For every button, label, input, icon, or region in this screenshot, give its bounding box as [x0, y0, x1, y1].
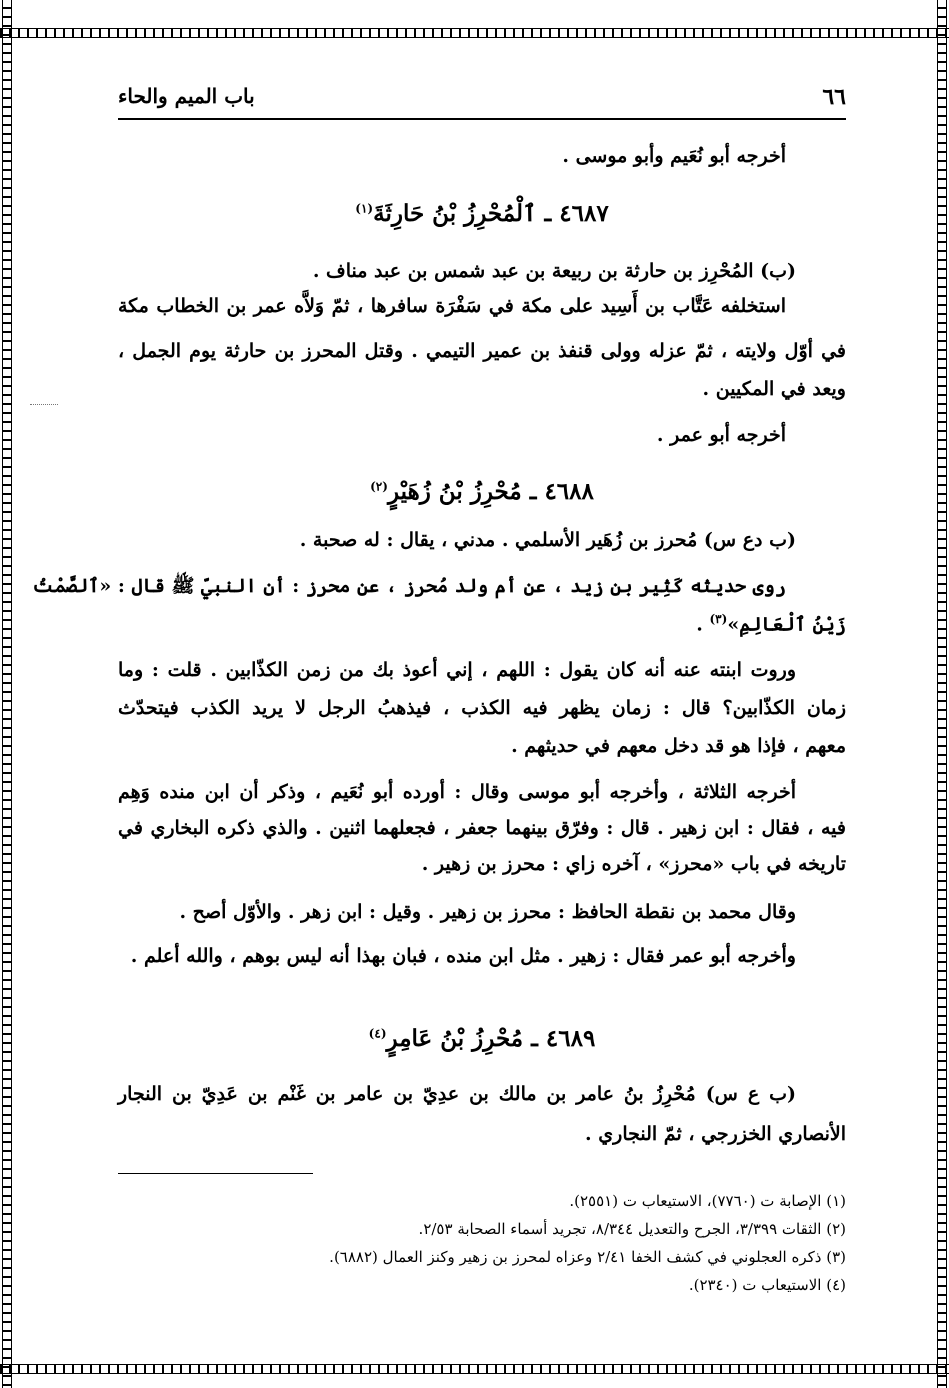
top-border	[0, 26, 949, 40]
text-line: استخلفه عَتَّاب بن أَسِيد على مكة في سَفْرَة سافرها ، ثمّ وَلاَّه عمر بن الخطاب مكة	[118, 295, 786, 317]
text-line: ويعد في المكيين .	[702, 378, 846, 400]
text-line: في أوّل ولايته ، ثمّ عزله وولى قنفذ بن عمير التيمي . وقتل المحرز بن حارثة يوم الجمل ،	[118, 340, 846, 362]
right-border	[935, 0, 949, 1388]
text-line: روى حديثه كَثِير بن زيد ، عن أم ولد مُحرز ، عن محرز : أن النبيّ ﷺ قال : «ٱلصَّمْتُ	[32, 575, 786, 597]
footnote-ref: (١)	[355, 201, 374, 216]
entry-heading-4689	[118, 1025, 846, 1052]
entry-heading-4687	[118, 200, 846, 227]
text-line: وروت ابنته عنه أنه كان يقول : اللهم ، إني أعوذ بك من زمن الكذّابين . قلت : وما	[118, 659, 796, 681]
text-line: زمان الكذّابين؟ قال : زمان يظهر فيه الكذب ، فيذهبُ الرجل لا يريد الكذب فيتحدّث	[118, 697, 846, 719]
page-header	[118, 84, 846, 114]
text-line	[696, 605, 846, 638]
left-border	[0, 0, 14, 1388]
entry-heading-4688	[118, 478, 846, 505]
quote-end: .	[696, 613, 710, 636]
text-line: أخرجه أبو نُعَيم وأبو موسى .	[562, 145, 786, 167]
text-line: فيه ، فقال : ابن زهير . قال : وفرّق بينهما جعفر ، فجعلهما اثنين . والذي ذكره البخاري في	[118, 817, 846, 839]
entry-title: ٤٦٨٨ ـ مُحْرِزُ بْنُ زُهَيْرٍ	[387, 478, 594, 505]
text-line: الأنصاري الخزرجي ، ثمّ النجاري .	[585, 1123, 846, 1145]
chapter-title: باب الميم والحاء	[118, 84, 255, 108]
footnote: (٣) ذكره العجلوني في كشف الخفا ٢/٤١ وعزاه لمحرز بن زهير وكنز العمال (٦٨٨٢).	[329, 1248, 846, 1266]
text-line: وقال محمد بن نقطة الحافظ : محرز بن زهير . وقيل : ابن زهر . والأوّل أصح .	[179, 901, 796, 923]
text-line: (ب دع س) مُحرز بن زُهَير الأسلمي . مدني ، يقال : له صحبة .	[299, 529, 796, 551]
footnote-ref: (٢)	[370, 479, 388, 494]
text-line: أخرجه الثلاثة ، وأخرجه أبو موسى وقال : أورده أبو نُعَيم ، وذكر أن ابن منده وَهِم	[118, 781, 796, 803]
footnote: (٤) الاستيعاب ت (٢٣٤٠).	[688, 1276, 846, 1294]
footnote: (١) الإصابة ت (٧٧٦٠)، الاستيعاب ت (٢٥٥١).	[569, 1192, 846, 1210]
text-line: معهم ، فإذا هو قد دخل معهم في حديثهم .	[511, 735, 846, 757]
text-line: (ب) المُحْرِز بن حارثة بن ربيعة بن عبد شمس بن عبد مناف .	[312, 260, 796, 282]
footnote-ref: (٤)	[368, 1026, 387, 1041]
text-line: تاريخه في باب «محرز» ، آخره زاي : محرز بن زهير .	[421, 853, 846, 875]
page-number: ٦٦	[822, 84, 846, 110]
entry-title: ٤٦٨٩ ـ مُحْرِزُ بْنُ عَامِرٍ	[386, 1025, 596, 1052]
quote-text: زَيْنُ ٱلْعَالِمِ»	[727, 613, 846, 636]
footnote-ref: (٣)	[709, 612, 728, 626]
entry-title: ٤٦٨٧ ـ ٱلْمُحْرِزُ بْنُ حَارِثَةَ	[373, 200, 609, 227]
bottom-border	[0, 1362, 949, 1376]
text-line: وأخرجه أبو عمر فقال : زهير . مثل ابن منده ، فبان بهذا أنه ليس بوهم ، والله أعلم .	[130, 945, 796, 967]
footnote-rule	[118, 1173, 313, 1174]
text-line: (ب ع س) مُحْرِزُ بنُ عامر بن مالك بن عدِيّ بن عامر بن غَنْم بن عَدِيّ بن النجار	[118, 1083, 796, 1105]
margin-mark	[30, 404, 58, 405]
text-line: أخرجه أبو عمر .	[656, 424, 786, 446]
footnote: (٢) الثقات ٣/٣٩٩، الجرح والتعديل ٨/٣٤٤، تجريد أسماء الصحابة ٢/٥٣.	[418, 1220, 846, 1238]
header-rule	[118, 118, 846, 120]
